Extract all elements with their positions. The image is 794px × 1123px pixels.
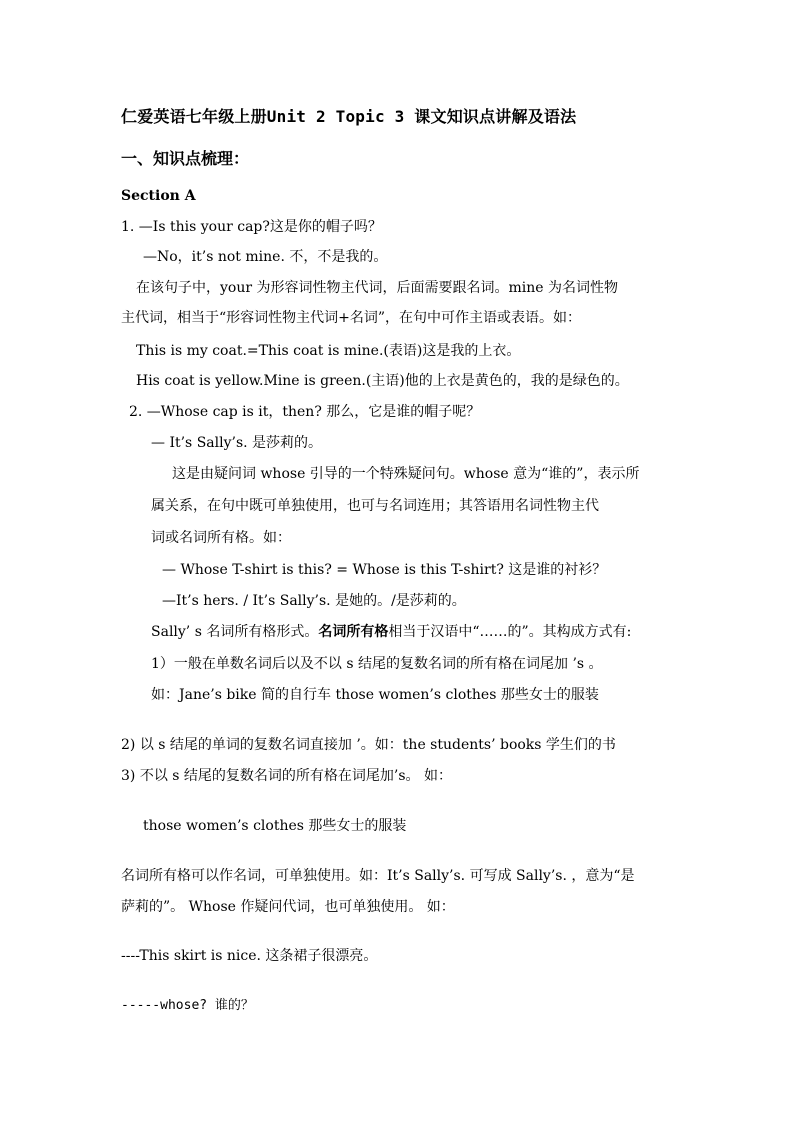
possessive-intro xyxy=(151,622,631,642)
rule-1-example: 如：Jane’s bike 简的自行车 those women’s clothes 那些女士的服装 xyxy=(151,687,599,703)
usage-line2: 萨莉的”。 Whose 作疑问代词，也可单独使用。 如： xyxy=(121,899,455,915)
p1-answer: —No，it’s not mine. 不，不是我的。 xyxy=(143,249,388,265)
p1-example1: This is my coat.=This coat is mine.(表语)这是我的上衣。 xyxy=(136,343,521,359)
p2-question: 2. —Whose cap is it，then? 那么，它是谁的帽子呢？ xyxy=(129,404,481,420)
possessive-intro-rest: 相当于汉语中“……的”。其构成方式有: xyxy=(388,624,632,640)
p2-example2: —It’s hers. / It’s Sally’s. 是她的。/是莎莉的。 xyxy=(162,593,466,609)
p1-example2: His coat is yellow.Mine is green.(主语)他的上衣是黄色的，我的是绿色的。 xyxy=(136,373,629,389)
p2-explanation-line1: 这是由疑问词 whose 引导的一个特殊疑问句。whose 意为“谁的”，表示所 xyxy=(172,466,640,482)
section-a-label: Section A xyxy=(121,188,196,204)
possessive-term: 名词所有格 xyxy=(318,624,389,640)
p2-example1: — Whose T-shirt is this? = Whose is this T-shirt? 这是谁的衬衫？ xyxy=(162,562,607,578)
p1-explanation-line1: 在该句子中，your 为形容词性物主代词，后面需要跟名词。mine 为名词性物 xyxy=(136,280,619,296)
p2-answer: — It’s Sally’s. 是莎莉的。 xyxy=(151,435,323,451)
dialogue-line1: ----This skirt is nice. 这条裙子很漂亮。 xyxy=(121,948,378,964)
usage-line1: 名词所有格可以作名词，可单独使用。如：It’s Sally’s. 可写成 Sally’s. ，意为“是 xyxy=(121,868,635,884)
document-title: 仁爱英语七年级上册Unit 2 Topic 3 课文知识点讲解及语法 xyxy=(121,107,577,126)
dialogue-line2: -----whose? 谁的？ xyxy=(121,998,254,1013)
p2-explanation-line2: 属关系，在句中既可单独使用，也可与名词连用；其答语用名词性物主代 xyxy=(151,498,599,514)
rule-3: 3) 不以 s 结尾的复数名词的所有格在词尾加’s。 如： xyxy=(121,768,452,784)
possessive-intro-text: Sally’ s 名词所有格形式。 xyxy=(151,624,319,640)
section-heading: 一、知识点梳理： xyxy=(121,149,250,168)
rule-3-example: those women’s clothes 那些女士的服装 xyxy=(143,818,407,834)
rule-2: 2) 以 s 结尾的单词的复数名词直接加 ’。如：the students’ books 学生们的书 xyxy=(121,737,616,753)
p1-question: 1. —Is this your cap?这是你的帽子吗？ xyxy=(121,219,382,235)
rule-1: 1）一般在单数名词后以及不以 s 结尾的复数名词的所有格在词尾加 ’s 。 xyxy=(151,656,603,672)
p2-explanation-line3: 词或名词所有格。如： xyxy=(151,530,291,546)
p1-explanation-line2: 主代词，相当于“形容词性物主代词+名词”，在句中可作主语或表语。如： xyxy=(121,310,582,326)
